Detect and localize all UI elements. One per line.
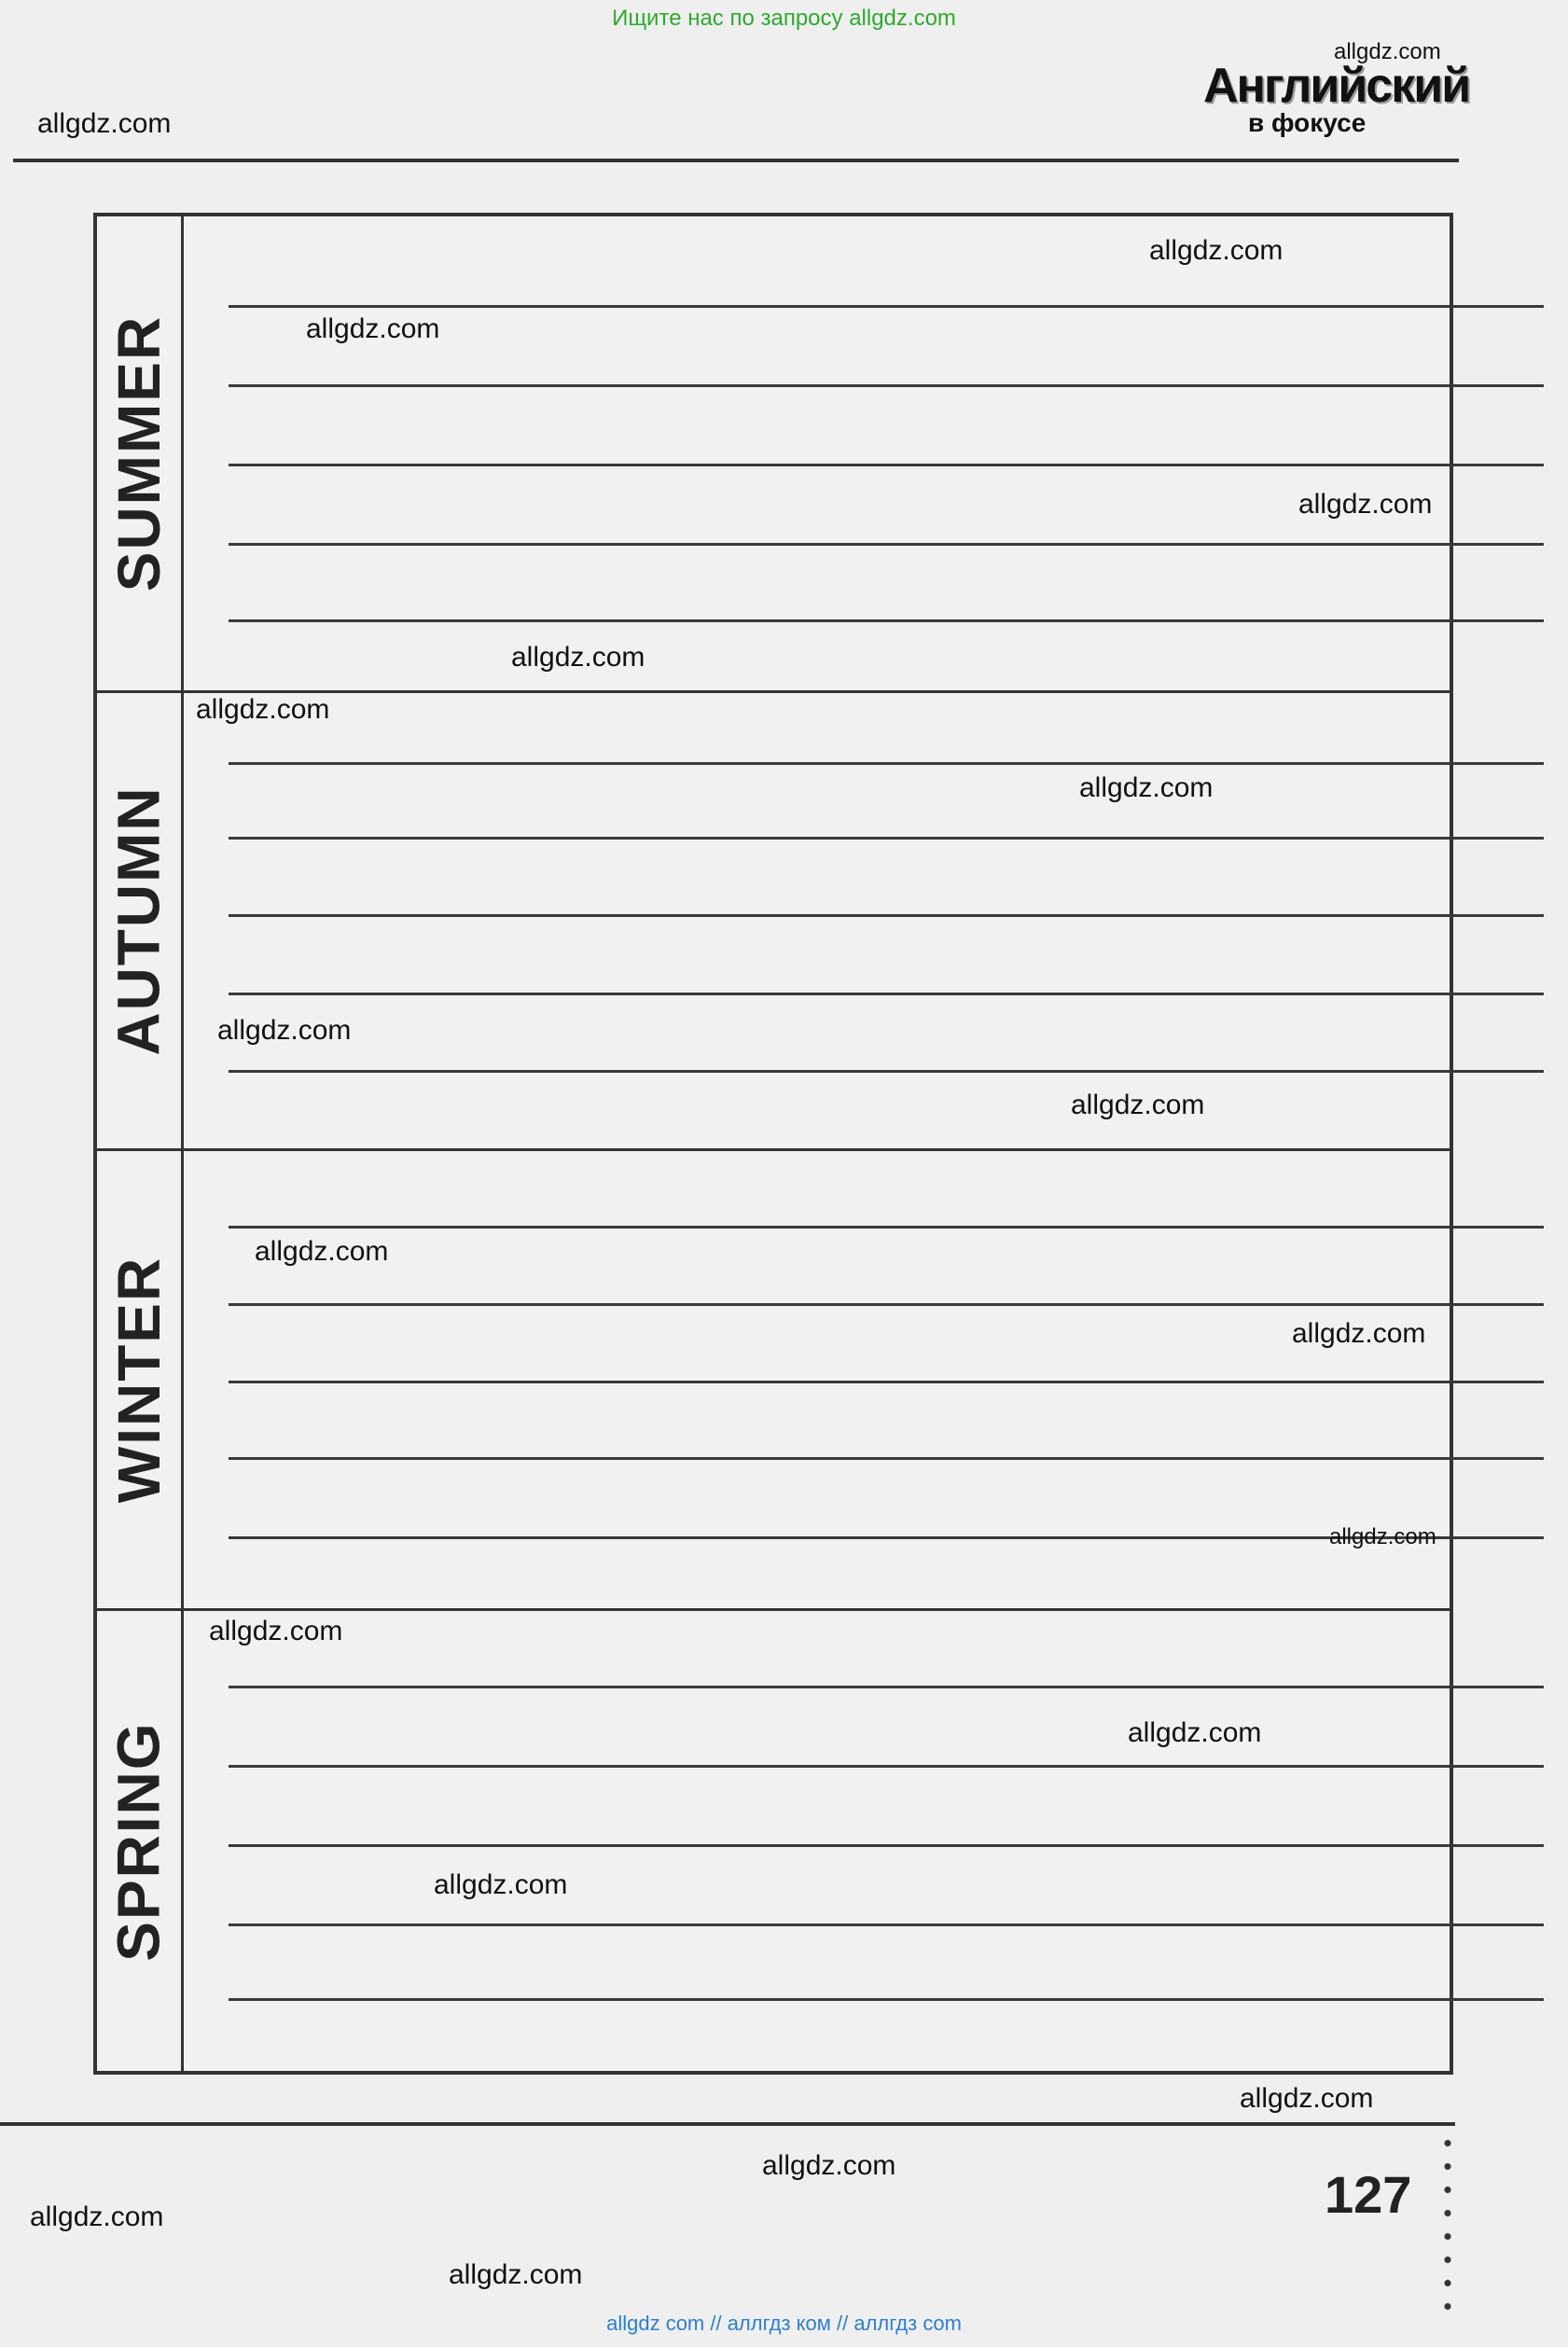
logo-subtitle: в фокусе <box>1248 108 1367 137</box>
watermark: allgdz.com <box>1079 772 1214 803</box>
writing-line[interactable] <box>229 1226 1544 1229</box>
writing-line[interactable] <box>229 1844 1544 1847</box>
watermark: allgdz.com <box>255 1236 389 1267</box>
writing-line[interactable] <box>229 914 1544 917</box>
season-separator <box>97 1608 1450 1611</box>
watermark: allgdz.com <box>37 108 172 139</box>
season-label-spring: SPRING <box>105 1720 173 1962</box>
season-label-winter: WINTER <box>105 1256 173 1504</box>
watermark: allgdz.com <box>1334 39 1441 64</box>
writing-line[interactable] <box>229 837 1544 840</box>
seasons-table <box>93 213 1453 2075</box>
watermark: allgdz.com <box>217 1015 352 1046</box>
watermark: allgdz.com <box>1329 1524 1436 1549</box>
watermark: allgdz.com <box>30 2201 164 2232</box>
watermark: allgdz.com <box>306 313 440 344</box>
watermark: allgdz.com <box>511 642 645 673</box>
watermark: allgdz.com <box>1071 1090 1205 1120</box>
book-logo <box>1203 58 1470 146</box>
footer-divider <box>0 2122 1455 2126</box>
top-banner[interactable]: Ищите нас по запросу allgdz.com <box>612 6 956 31</box>
dotted-margin <box>1442 2132 1453 2318</box>
writing-line[interactable] <box>229 619 1544 622</box>
column-divider <box>181 216 184 2071</box>
watermark: allgdz.com <box>1149 235 1284 266</box>
season-separator <box>97 690 1450 693</box>
writing-line[interactable] <box>229 1457 1544 1460</box>
watermark: allgdz.com <box>209 1616 343 1646</box>
writing-line[interactable] <box>229 464 1544 466</box>
header-divider <box>13 159 1459 162</box>
page-number: 127 <box>1325 2165 1412 2224</box>
writing-line[interactable] <box>229 1303 1544 1306</box>
watermark: allgdz.com <box>434 1869 568 1900</box>
writing-line[interactable] <box>229 762 1544 765</box>
watermark: allgdz.com <box>196 694 330 725</box>
season-separator <box>97 1148 1450 1151</box>
writing-line[interactable] <box>229 1923 1544 1926</box>
writing-line[interactable] <box>229 1686 1544 1688</box>
watermark: allgdz.com <box>1128 1717 1262 1748</box>
writing-line[interactable] <box>229 993 1544 995</box>
watermark: allgdz.com <box>762 2150 896 2181</box>
writing-line[interactable] <box>229 1070 1544 1073</box>
season-label-autumn: AUTUMN <box>105 785 173 1056</box>
logo-title: Английский <box>1203 59 1470 113</box>
bottom-banner[interactable]: allgdz com // аллгдз ком // аллгдз com <box>606 2312 962 2335</box>
season-label-summer: SUMMER <box>105 314 173 592</box>
watermark: allgdz.com <box>1298 489 1433 520</box>
watermark: allgdz.com <box>1240 2083 1374 2114</box>
watermark: allgdz.com <box>1292 1318 1426 1349</box>
writing-line[interactable] <box>229 1998 1544 2001</box>
writing-line[interactable] <box>229 384 1544 387</box>
watermark: allgdz.com <box>449 2259 583 2290</box>
writing-line[interactable] <box>229 305 1544 308</box>
writing-line[interactable] <box>229 543 1544 546</box>
writing-line[interactable] <box>229 1381 1544 1383</box>
writing-line[interactable] <box>229 1765 1544 1768</box>
